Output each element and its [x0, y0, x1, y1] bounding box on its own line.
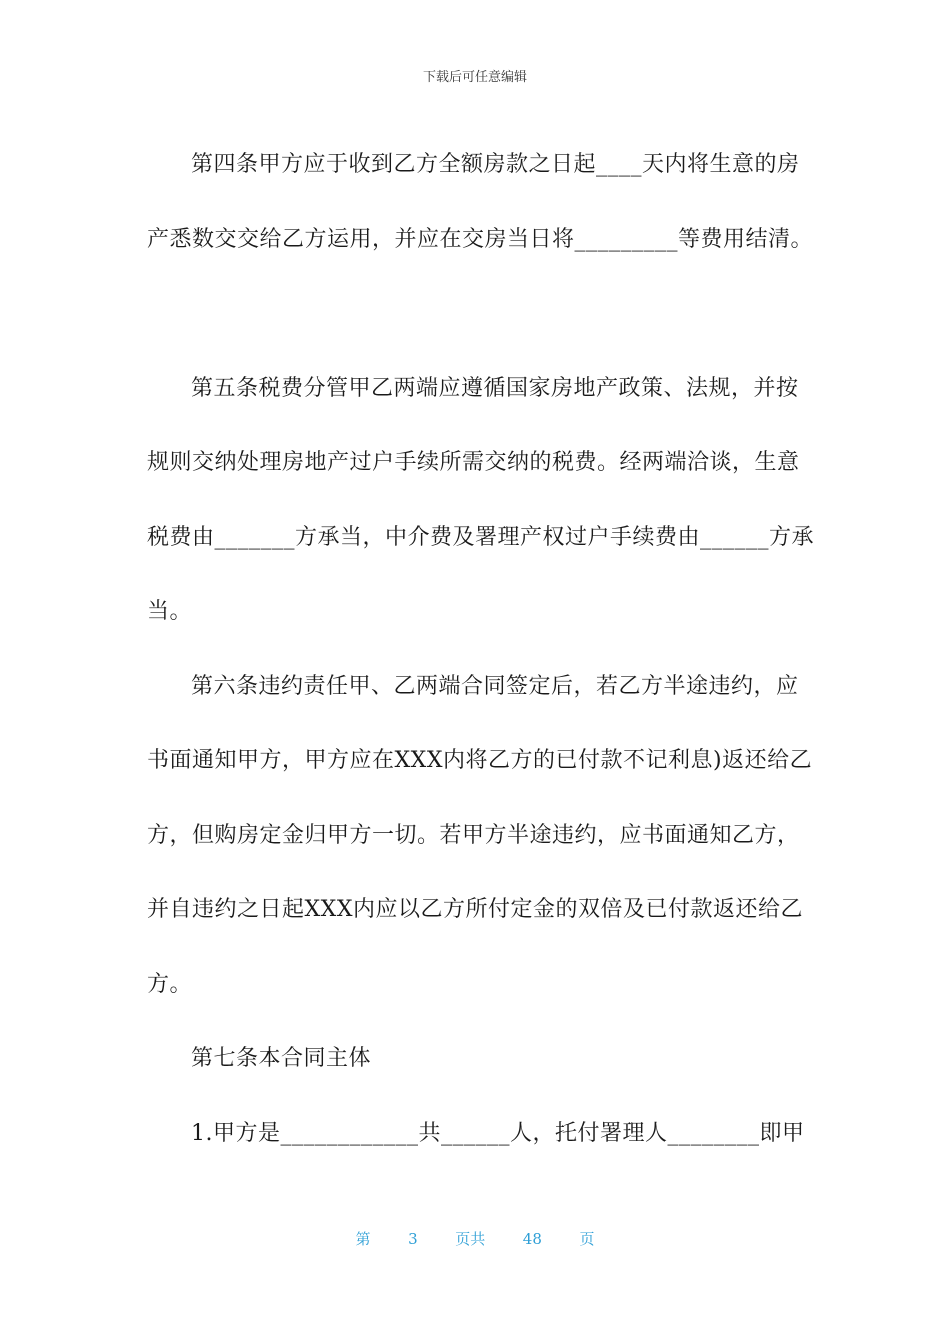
- document-body: [147, 128, 815, 1171]
- article-6-line-4: 并自违约之日起XXX内应以乙方所付定金的双倍及已付款返还给乙: [147, 897, 803, 922]
- article-6-line-5: 方。: [147, 971, 193, 997]
- paragraph-gap: [147, 277, 807, 352]
- article-5-line-2: 规则交纳处理房地产过户手续所需交纳的税费。经两端洽谈，生意: [147, 450, 800, 475]
- page-label-mid: 页共: [455, 1230, 486, 1248]
- total-pages-number: 48: [522, 1230, 542, 1248]
- page-header: 下载后可任意编辑: [422, 70, 527, 85]
- page-label-prefix: 第: [355, 1230, 371, 1248]
- current-page-number: 3: [408, 1230, 418, 1248]
- article-7-heading: 第七条本合同主体: [191, 1046, 372, 1071]
- article-5-line-1: 第五条税费分管甲乙两端应遵循国家房地产政策、法规，并按: [191, 375, 799, 401]
- article-6-line-2: 书面通知甲方，甲方应在XXX内将乙方的已付款不记利息)返还给乙: [147, 748, 813, 773]
- article-5-line-3: 税费由_______方承当，中介费及署理产权过户手续费由______方承: [147, 524, 815, 550]
- article-6-line-3: 方，但购房定金归甲方一切。若甲方半途违约，应书面通知乙方，: [147, 822, 800, 848]
- article-5-line-4: 当。: [147, 599, 193, 624]
- article-6-line-1: 第六条违约责任甲、乙两端合同签定后，若乙方半途违约，应: [191, 673, 799, 699]
- item-1-line-1: 1.甲方是____________共______人，托付署理人________即甲: [191, 1120, 805, 1146]
- page-label-suffix: 页: [579, 1230, 595, 1248]
- article-4-line-1: 第四条甲方应于收到乙方全额房款之日起____天内将生意的房: [191, 152, 800, 177]
- article-4-line-2: 产悉数交交给乙方运用，并应在交房当日将_________等费用结清。: [147, 226, 814, 252]
- page-footer: [0, 1228, 950, 1249]
